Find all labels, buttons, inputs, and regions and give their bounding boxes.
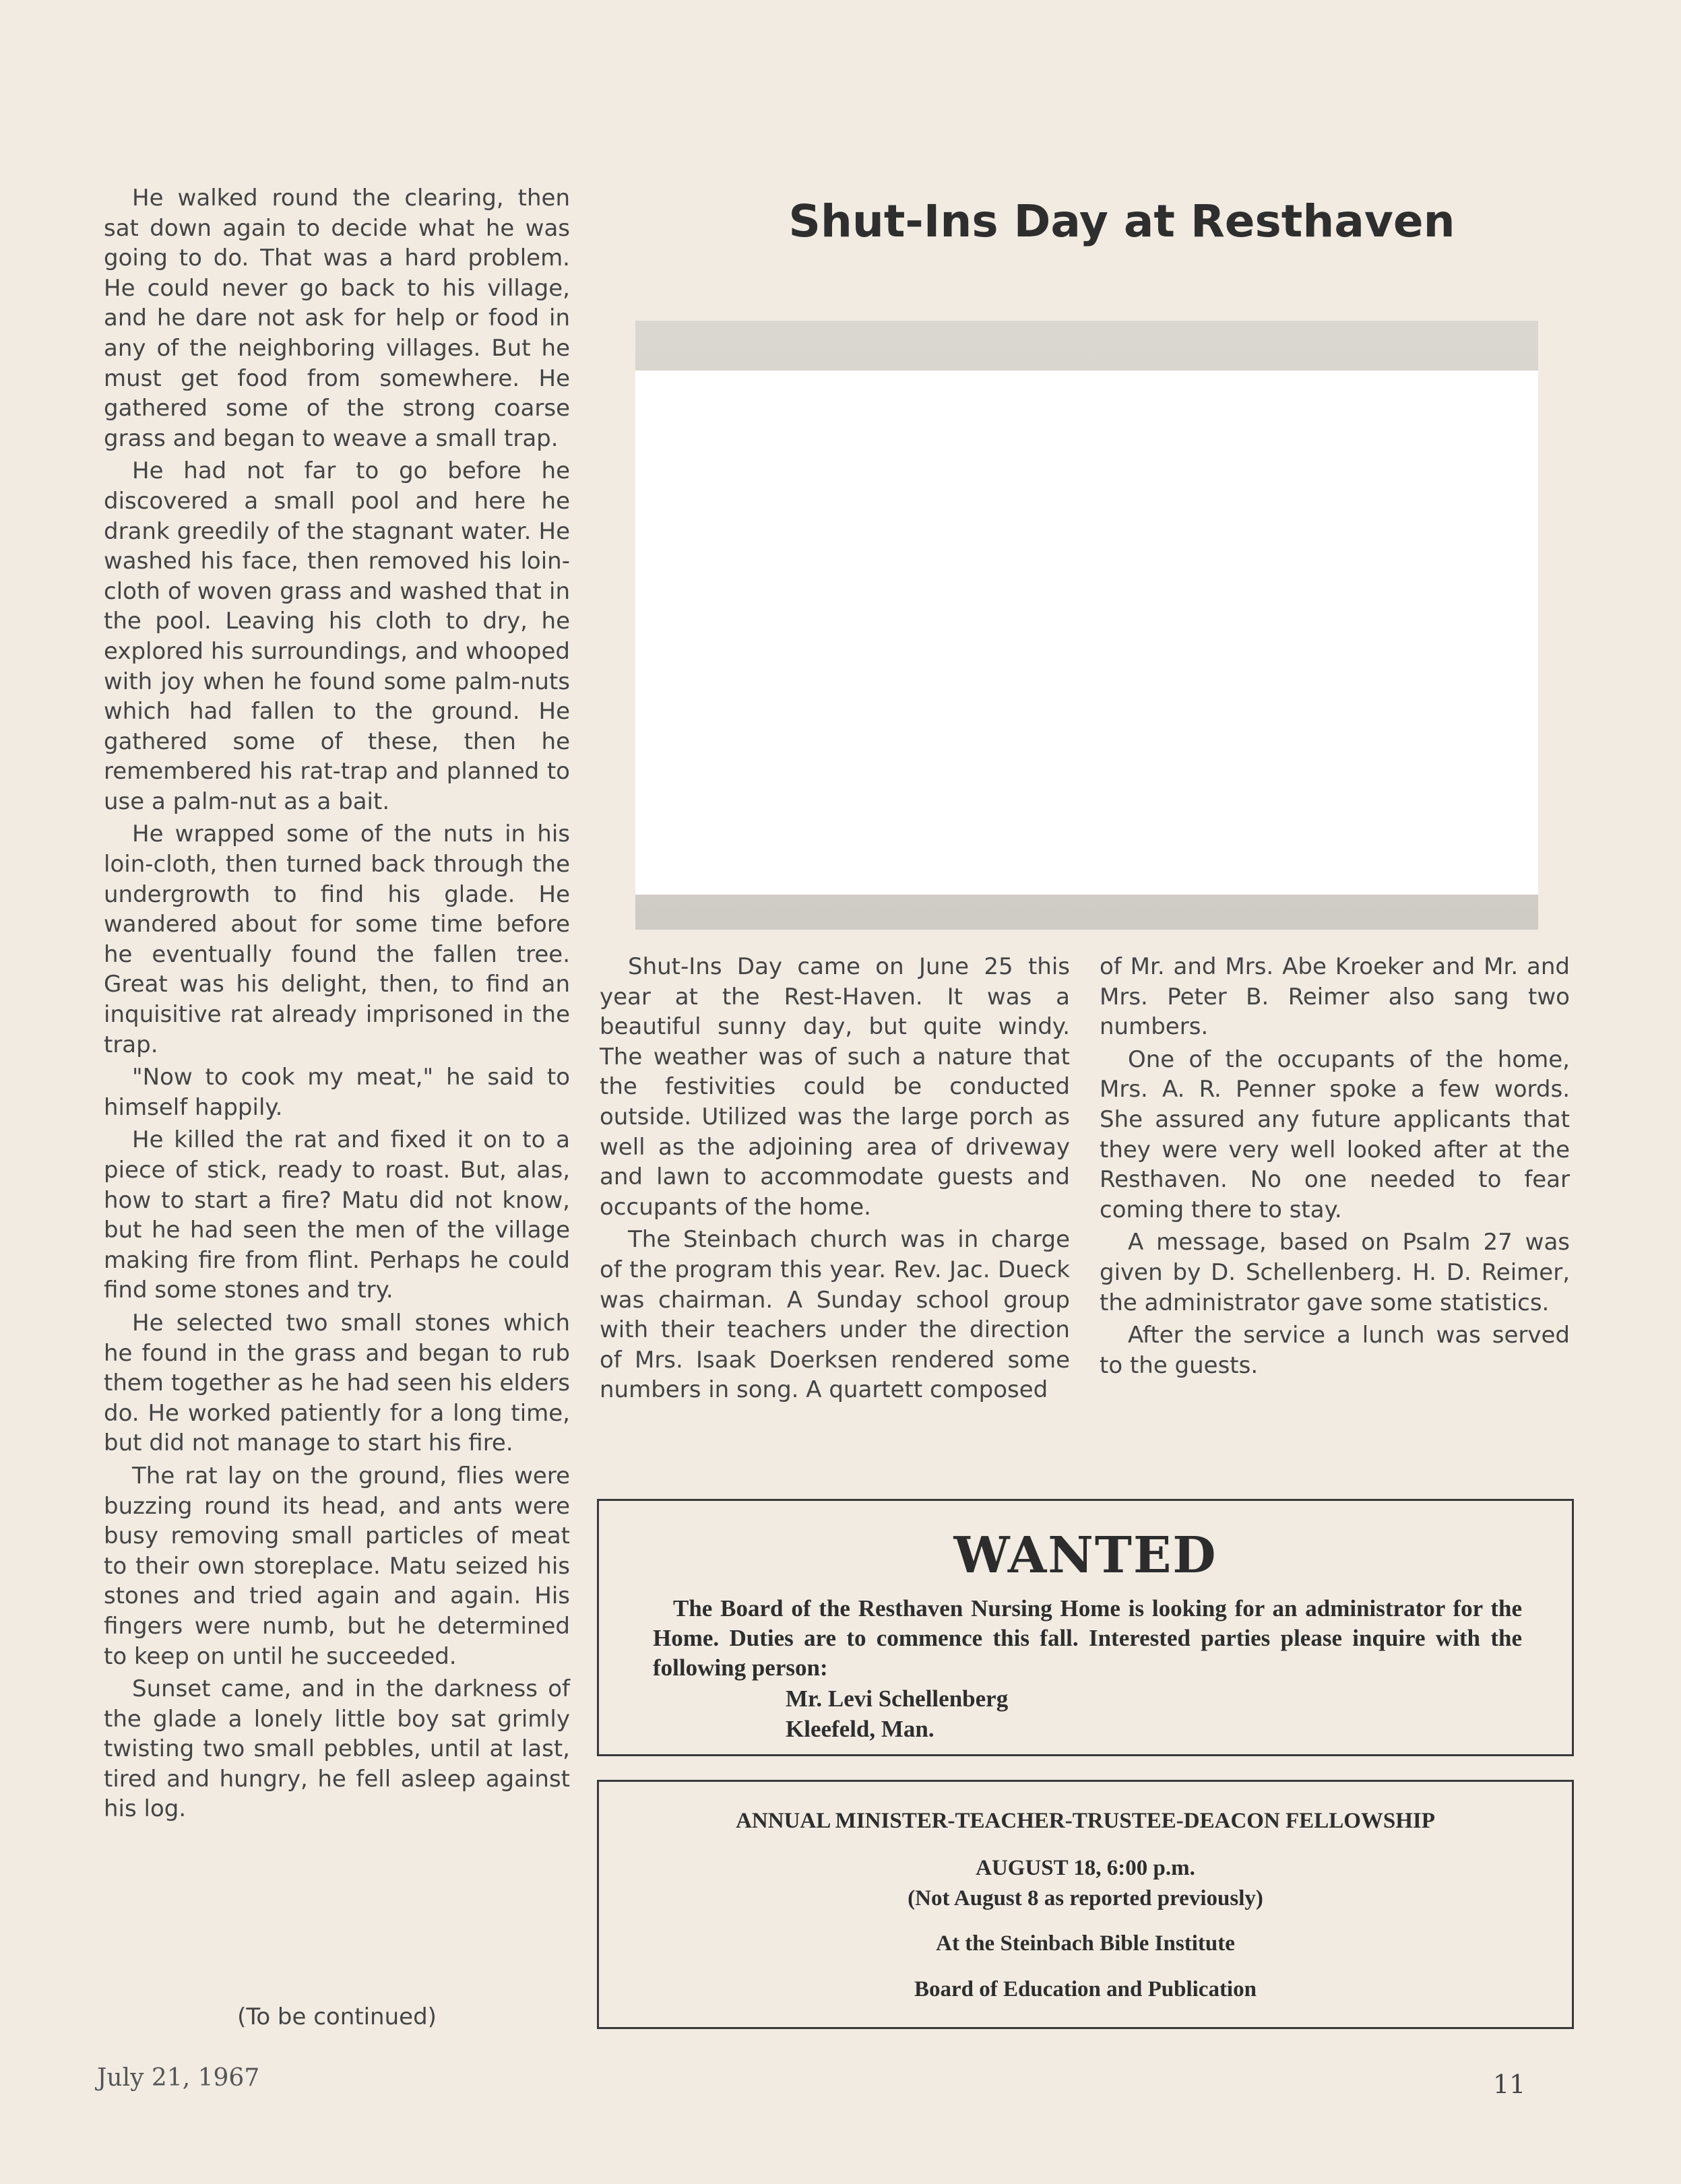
fellowship-correction: (Not August 8 as reported previously) <box>908 1886 1263 1910</box>
story-paragraph: "Now to cook my meat," he said to himself happily. <box>104 1064 570 1121</box>
wanted-body: The Board of the Resthaven Nursing Home is looking for an administrator for the Home. Duties are to commence this fall. Interested parties please inquire with the following person: <box>653 1595 1522 1681</box>
story-paragraph: He selected two small stones which he found in the grass and began to rub them together as he had seen his elders do. He worked patiently for a long time, but did not manage to start his fire. <box>104 1309 570 1457</box>
article-photo <box>635 371 1538 895</box>
wanted-title: WANTED <box>953 1527 1217 1584</box>
article-column-left <box>600 952 1070 1408</box>
article-title: Shut-Ins Day at Resthaven <box>788 195 1455 247</box>
issue-date: July 21, 1967 <box>97 2064 260 2092</box>
page-number: 11 <box>1493 2069 1526 2099</box>
story-paragraph: He walked round the clearing, then sat down again to decide what he was going to do. That was a hard problem. He could never go back to his village, and he dare not ask for help or food in any of the neighboring villages. But he must get food from somewhere. He gathered some of the strong coarse grass and began to weave a small trap. <box>104 185 570 452</box>
contact-name: Mr. Levi Schellenberg <box>786 1685 1009 1712</box>
article-paragraph-continued: of Mr. and Mrs. Abe Kroeker and Mr. and Mrs. Peter B. Reimer also sang two numbers. <box>1100 953 1570 1041</box>
fellowship-notice <box>597 1780 1574 2029</box>
fellowship-location: At the Steinbach Bible Institute <box>936 1931 1235 1956</box>
fellowship-date: AUGUST 18, 6:00 p.m. <box>976 1856 1195 1880</box>
article-paragraph: One of the occupants of the home, Mrs. A. R. Penner spoke a few words. She assured any future applicants that they were very well looked after at the Resthaven. No one needed to fear coming there to stay. <box>1100 1046 1570 1223</box>
wanted-notice <box>597 1499 1574 1756</box>
article-paragraph: A message, based on Psalm 27 was given by D. Schellenberg. H. D. Reimer, the administrator gave some statistics. <box>1100 1229 1570 1316</box>
article-paragraph: After the service a lunch was served to the guests. <box>1100 1322 1570 1379</box>
article-paragraph: Shut-Ins Day came on June 25 this year at the Rest-Haven. It was a beautiful sunny day, but quite windy. The weather was of such a nature that the festivities could be conducted outside. Utilized was the large porch as well as the adjoining area of driveway and lawn to accommodate guests and occupants of the home. <box>600 953 1070 1221</box>
story-paragraph: He had not far to go before he discovered a small pool and here he drank greedily of the stagnant water. He washed his face, then removed his loin-cloth of woven grass and washed that in the pool. Leaving his cloth to dry, he explored his surroundings, and whooped with joy when he found some palm-nuts which had fallen to the ground. He gathered some of these, then he remembered his rat-trap and planned to use a palm-nut as a bait. <box>104 457 570 815</box>
story-column <box>104 183 570 1827</box>
contact-place: Kleefeld, Man. <box>786 1716 934 1742</box>
fellowship-title: ANNUAL MINISTER-TEACHER-TRUSTEE-DEACON FELLOWSHIP <box>736 1809 1435 1833</box>
story-paragraph: He killed the rat and fixed it on to a piece of stick, ready to roast. But, alas, how to start a fire? Matu did not know, but he had seen the men of the village making fire from flint. Perhaps he could find some stones and try. <box>104 1126 570 1304</box>
article-column-right <box>1100 952 1570 1383</box>
story-paragraph: The rat lay on the ground, flies were buzzing round its head, and ants were busy removing small particles of meat to their own storeplace. Matu seized his stones and tried again and again. His fingers were numb, but he determined to keep on until he succeeded. <box>104 1462 570 1670</box>
article-paragraph: The Steinbach church was in charge of the program this year. Rev. Jac. Dueck was chairman. A Sunday school group with their teachers under the direction of Mrs. Isaak Doerksen rendered some numbers in song. A quartett composed <box>600 1226 1070 1404</box>
fellowship-organizer: Board of Education and Publication <box>914 1977 1257 2001</box>
story-paragraph: Sunset came, and in the darkness of the glade a lonely little boy sat grimly twisting two small pebbles, until at last, tired and hungry, he fell asleep against his log. <box>104 1675 570 1823</box>
continued-note: (To be continued) <box>237 2003 437 2030</box>
story-paragraph: He wrapped some of the nuts in his loin-cloth, then turned back through the undergrowth to find his glade. He wandered about for some time before he eventually found the fallen tree. Great was his delight, then, to find an inquisitive rat already imprisoned in the trap. <box>104 821 570 1058</box>
